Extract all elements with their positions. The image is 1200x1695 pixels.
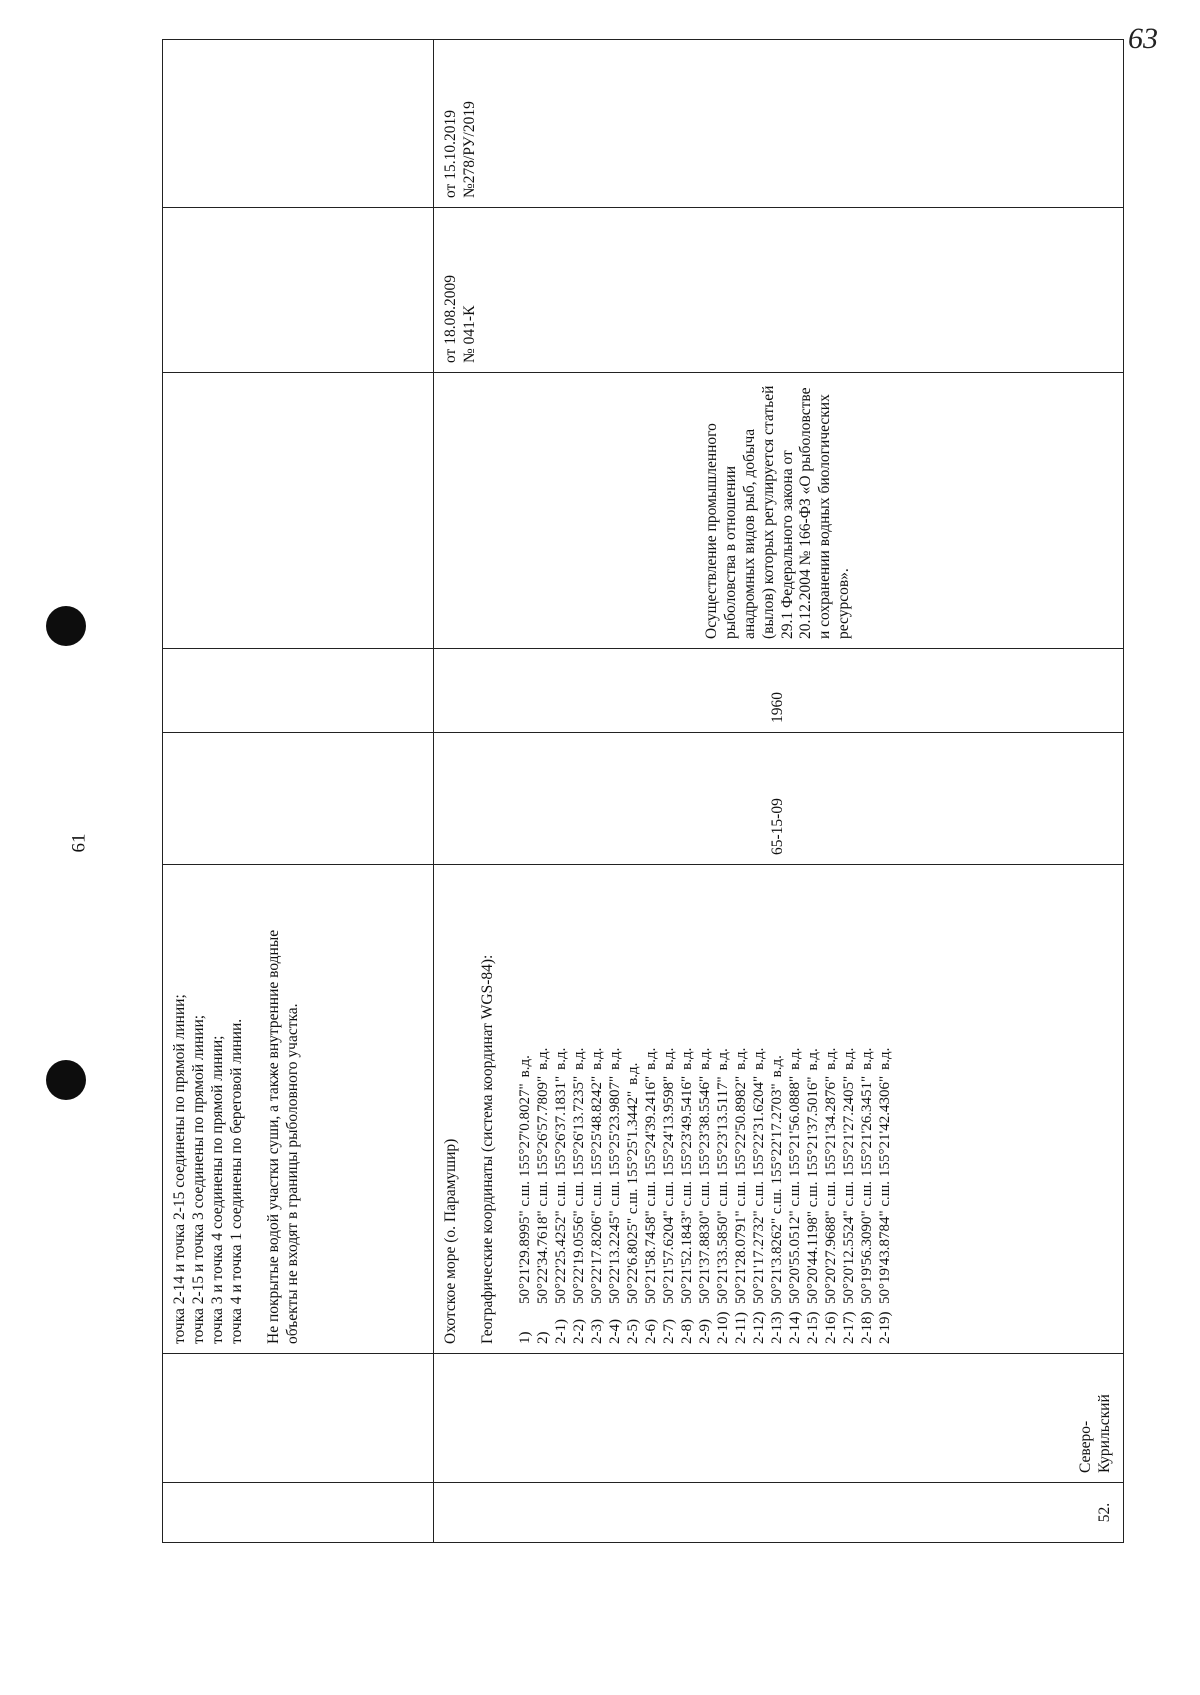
coord-item (750, 874, 768, 1344)
coord-ew: в.д. (840, 1047, 857, 1070)
coord-ew: в.д. (606, 1047, 623, 1070)
coord-id: 2-11) (732, 1312, 749, 1344)
coord-item (714, 874, 732, 1344)
coord-item (696, 874, 714, 1344)
cell-district-empty (163, 1354, 434, 1483)
coord-item (804, 874, 822, 1344)
sea-name: Охотское море (о. Парамушир) (442, 1138, 459, 1344)
coord-lat: 50°20'55.0512" с.ш. (786, 1180, 803, 1304)
coord-lat: 50°19'56.3090" с.ш. (858, 1180, 875, 1304)
coord-item (858, 874, 876, 1344)
coord-ew: в.д. (876, 1047, 893, 1070)
coord-lat: 50°21'37.8830" с.ш. (696, 1180, 713, 1304)
coord-ew: в.д. (660, 1047, 677, 1070)
coord-item (642, 874, 660, 1344)
coord-lat: 50°21'58.7458" с.ш. (642, 1180, 659, 1304)
coord-item (786, 874, 804, 1344)
coord-id: 2-12) (750, 1311, 767, 1344)
coord-id: 2-7) (660, 1319, 677, 1344)
coord-lon: 155°26'13.7235" (570, 1075, 587, 1177)
coord-id: 2-1) (552, 1319, 569, 1344)
coord-lon: 155°23'13.5117" (714, 1076, 731, 1177)
coord-lon: 155°27'0.8027" (516, 1083, 533, 1177)
coord-lon: 155°25'23.9807" (606, 1075, 623, 1177)
cell-doc1-empty (163, 208, 434, 373)
cell-number-empty (163, 1483, 434, 1543)
coord-lat: 50°21'17.2732" с.ш. (750, 1180, 767, 1304)
boundary-note: Не покрытые водой участки суши, а также внутренние водные объекты не входят в границы рыболовного участка. (264, 929, 301, 1344)
page-corner-number: 63 (1128, 22, 1158, 55)
coord-id: 2-2) (570, 1319, 587, 1344)
coord-item (570, 874, 588, 1344)
coord-ew: в.д. (732, 1047, 749, 1070)
doc2-number: №278/РУ/2019 (460, 101, 478, 198)
coord-lon: 155°26'57.7809" (534, 1075, 551, 1177)
coord-id: 2-3) (588, 1319, 605, 1344)
coord-item (516, 874, 534, 1344)
doc1-number: № 041-К (460, 305, 478, 363)
row-doc1 (434, 208, 1124, 373)
coord-id: 2-4) (606, 1319, 623, 1344)
coord-lat: 50°22'34.7618" с.ш. (534, 1180, 551, 1304)
coord-lon: 155°21'34.2876" (822, 1075, 839, 1177)
coord-lon: 155°24'13.9598" (660, 1075, 677, 1177)
coord-ew: в.д. (786, 1047, 803, 1070)
coord-lon: 155°23'49.5416" (678, 1075, 695, 1177)
coord-item (660, 874, 678, 1344)
coord-lat: 50°22'19.0556" с.ш. (570, 1180, 587, 1304)
coord-lon: 155°24'39.2416" (642, 1075, 659, 1177)
coord-ew: в.д. (588, 1047, 605, 1070)
doc1-date: от 18.08.2009 (442, 275, 459, 363)
coord-id: 2-16) (822, 1311, 839, 1344)
coord-lat: 50°19'43.8784" с.ш. (876, 1180, 893, 1304)
boundary-line: точка 3 и точка 4 соединены по прямой линии; (208, 1035, 226, 1344)
coord-lat: 50°21'33.5850" с.ш. (714, 1180, 731, 1304)
coord-ew: в.д. (750, 1047, 767, 1070)
coord-ew: в.д. (624, 1062, 641, 1085)
coord-item (678, 874, 696, 1344)
coord-lon: 155°21'27.2405" (840, 1075, 857, 1177)
coord-item (768, 874, 786, 1344)
page-side-number: 61 (68, 833, 90, 853)
coord-item (552, 874, 570, 1344)
coord-lat: 50°20'27.9688" с.ш. (822, 1180, 839, 1304)
row-number: 52. (434, 1483, 1124, 1543)
cell-boundary-description (163, 865, 434, 1354)
coord-lon: 155°21'26.3451" (858, 1075, 875, 1177)
coord-ew: в.д. (822, 1047, 839, 1070)
row-district: Северо-Курильский (434, 1354, 1124, 1483)
doc2-date: от 15.10.2019 (442, 110, 459, 198)
coord-lon: 155°21'42.4306" (876, 1075, 893, 1177)
cell-activity-empty (163, 373, 434, 649)
coord-item (732, 874, 750, 1344)
boundary-lines (171, 874, 247, 1344)
table-row-continuation (163, 40, 434, 1543)
coord-lat: 50°21'28.0791" с.ш. (732, 1180, 749, 1304)
coord-lon: 155°26'37.1831" (552, 1075, 569, 1177)
cell-code-empty (163, 733, 434, 865)
coord-lat: 50°21'3.8262" с.ш. (768, 1188, 785, 1304)
coord-lat: 50°21'52.1843" с.ш. (678, 1180, 695, 1304)
punch-hole-mark (46, 606, 86, 646)
coord-item (876, 874, 894, 1344)
coord-lon: 155°23'38.5546" (696, 1075, 713, 1177)
coord-ew: в.д. (714, 1048, 731, 1071)
coord-ew: в.д. (516, 1055, 533, 1078)
cell-year-empty (163, 649, 434, 733)
coord-ew: в.д. (678, 1047, 695, 1070)
coord-lon: 155°22'50.8982" (732, 1075, 749, 1177)
table-row (434, 40, 1124, 1543)
coord-id: 2-5) (624, 1319, 641, 1344)
coord-ew: в.д. (804, 1048, 821, 1071)
coord-lat: 50°22'13.2245" с.ш. (606, 1180, 623, 1304)
coord-lon: 155°22'31.6204" (750, 1075, 767, 1177)
coord-id: 2-18) (858, 1311, 875, 1344)
coord-item (588, 874, 606, 1344)
punch-hole-mark (46, 1060, 86, 1100)
coord-id: 2-13) (768, 1311, 785, 1344)
coord-ew: в.д. (768, 1055, 785, 1078)
coord-lon: 155°21'56.0888" (786, 1075, 803, 1177)
boundary-line: точка 2-15 и точка 3 соединены по прямой линии; (189, 1014, 207, 1344)
coord-lat: 50°20'12.5524" с.ш. (840, 1180, 857, 1304)
coord-lat: 50°22'17.8206" с.ш. (588, 1180, 605, 1304)
coord-id: 2-8) (678, 1319, 695, 1344)
row-doc2 (434, 40, 1124, 208)
cell-doc2-empty (163, 40, 434, 208)
coord-id: 2-15) (804, 1311, 821, 1344)
coord-ew: в.д. (858, 1047, 875, 1070)
coord-item (822, 874, 840, 1344)
coord-lon: 155°21'37.5016" (804, 1076, 821, 1178)
row-year: 1960 (434, 649, 1124, 733)
coord-ew: в.д. (696, 1047, 713, 1070)
coord-lat: 50°21'57.6204" с.ш. (660, 1180, 677, 1304)
row-activity: Осуществление промышленного рыболовства в отношении анадромных видов рыб, добыча (вылов) которых регулируется статьей 29.1 Федерального закона от 20.12.2004 № 166-ФЗ «О рыболовстве и сохранении водных биологических ресурсов». (434, 373, 1124, 649)
coord-id: 2-19) (876, 1311, 893, 1344)
coord-id: 2-14) (786, 1311, 803, 1344)
coord-ew: в.д. (570, 1047, 587, 1070)
fishing-areas-table (162, 101, 1114, 1543)
coord-ew: в.д. (534, 1047, 551, 1070)
coord-id: 2-17) (840, 1311, 857, 1344)
coord-lon: 155°22'17.2703" (768, 1083, 785, 1185)
coord-item (624, 874, 642, 1344)
row-code: 65-15-09 (434, 733, 1124, 865)
coord-id: 2-6) (642, 1319, 659, 1344)
coord-lat: 50°21'29.8995" с.ш. (516, 1180, 533, 1304)
coord-id: 2-9) (696, 1319, 713, 1344)
coord-item (840, 874, 858, 1344)
coord-id: 2-10) (714, 1311, 731, 1344)
coord-item (606, 874, 624, 1344)
coord-lon: 155°25'1.3442" (624, 1090, 641, 1185)
row-description (434, 865, 1124, 1354)
coord-id: 1) (516, 1331, 533, 1344)
boundary-line: точка 2-14 и точка 2-15 соединены по прямой линии; (171, 994, 188, 1344)
coords-heading: Географические координаты (система координат WGS-84): (478, 954, 496, 1344)
coords-list (516, 874, 894, 1344)
coord-item (534, 874, 552, 1344)
coord-lat: 50°22'25.4252" с.ш. (552, 1180, 569, 1304)
coord-ew: в.д. (552, 1047, 569, 1070)
coord-lon: 155°25'48.8242" (588, 1075, 605, 1177)
coord-lat: 50°20'44.1198" с.ш. (804, 1181, 821, 1304)
coord-ew: в.д. (642, 1047, 659, 1070)
boundary-line: точка 4 и точка 1 соединены по береговой линии. (227, 1018, 245, 1344)
coord-id: 2) (534, 1331, 551, 1344)
coord-lat: 50°22'6.8025" с.ш. (624, 1188, 641, 1304)
